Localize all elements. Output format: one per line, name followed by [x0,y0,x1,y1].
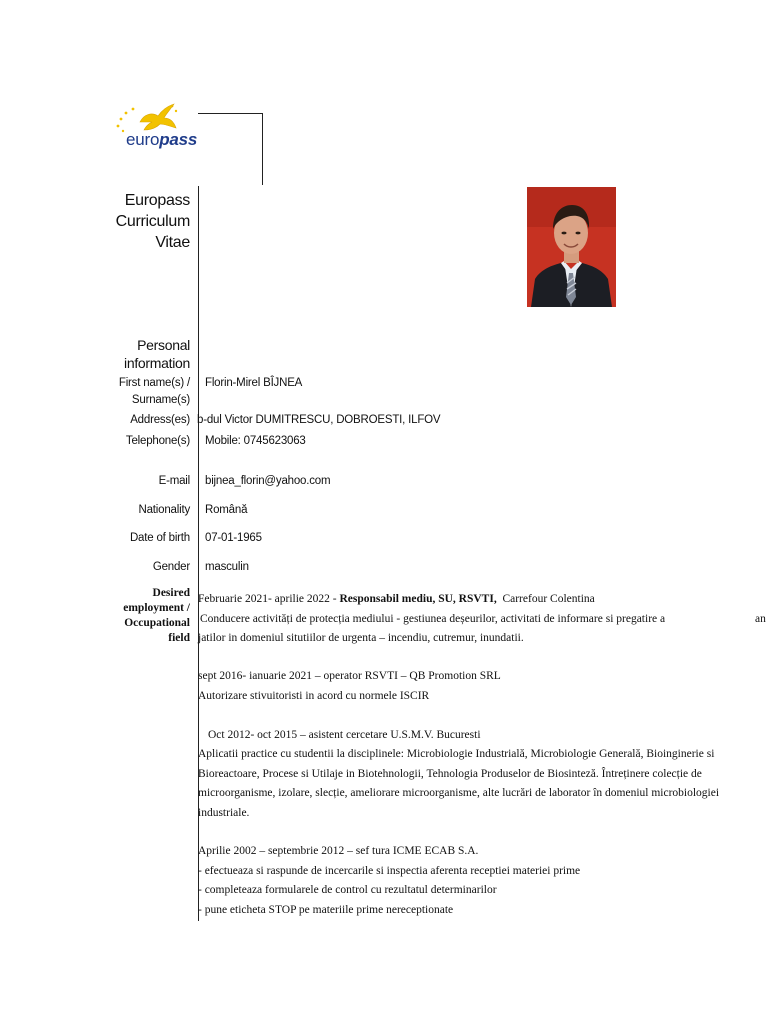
email-value: bijnea_florin@yahoo.com [205,475,331,487]
cv-title-line3: Vitae [155,234,190,251]
surname-label: Surname(s) [131,394,190,406]
telephone-label: Telephone(s) [125,435,190,447]
europass-wordmark [126,130,197,150]
date-of-birth-value: 07-01-1965 [205,532,262,544]
email-label: E-mail [158,475,190,487]
profile-photo [527,187,616,307]
desired-line3: Occupational [124,617,190,629]
job4-bullet1: - efectueaza si raspunde de incercarile si inspectia aferenta receptiei materiei prime [198,865,581,877]
job3-description-line3: microorganisme, izolare, slecție, ameliorare microorganisme, alte lucrări de laborator în domeniul microbiologiei [198,787,720,799]
job1-description-line1: Conducere activități de protecția mediului - gestiunea deșeurilor, activitati de informare si pregatire a [200,613,666,625]
nationality-value: Română [205,504,248,516]
job3-title: Oct 2012- oct 2015 – asistent cercetare U.S.M.V. Bucuresti [208,729,481,741]
first-name-label: First name(s) / [118,377,190,389]
full-name-value: Florin-Mirel BÎJNEA [205,377,303,389]
job3-description-line4: industriale. [198,807,250,819]
top-vertical-divider [262,113,263,185]
job1-header [198,592,595,607]
job4-title: Aprilie 2002 – septembrie 2012 – sef tura ICME ECAB S.A. [198,845,479,857]
job3-description-line1: Aplicatii practice cu studentii la disciplinele: Microbiologie Industrială, Microbiologie Generală, Bioinginerie si [198,748,715,760]
top-divider [198,113,263,114]
job2-title: sept 2016- ianuarie 2021 – operator RSVTI – QB Promotion SRL [198,670,501,682]
gender-value: masculin [205,561,249,573]
personal-heading-line2: information [124,355,190,371]
cv-title-line2: Curriculum [115,213,190,230]
address-value: b-dul Victor DUMITRESCU, DOBROESTI, ILFOV [197,414,441,426]
desired-line1: Desired [152,587,190,599]
job1-company: Carrefour Colentina [502,593,595,605]
person-portrait-icon [527,187,616,307]
desired-line2: employment / [123,602,190,614]
job1-role: Responsabil mediu, SU, RSVTI, [339,593,497,605]
job1-period: Februarie 2021- aprilie 2022 - [198,593,340,605]
job2-description: Autorizare stivuitoristi in acord cu normele ISCIR [198,690,430,702]
europass-logo [112,100,208,158]
job4-bullet2: - completeaza formularele de control cu rezultatul determinarilor [198,884,497,896]
personal-heading-line1: Personal [137,337,190,353]
cv-title-line1: Europass [124,192,190,209]
job3-description-line2: Bioreactoare, Procese si Utilaje in Biotehnologii, Tehnologia Produselor de Biosinteză. Întreținere colecție de [198,768,702,780]
job1-description-line2: jatilor in domeniul situtiilor de urgenta – incendiu, cutremur, inundatii. [198,632,524,644]
nationality-label: Nationality [138,504,190,516]
job1-description-line1-tail: an [755,613,766,625]
personal-info-heading [90,336,190,372]
gender-label: Gender [152,561,190,573]
date-of-birth-label: Date of birth [129,532,190,544]
logo-suffix: pass [159,130,198,149]
cv-title [90,190,190,253]
telephone-value: Mobile: 0745623063 [205,435,306,447]
desired-employment-label [100,586,190,646]
desired-line4: field [168,632,190,644]
address-label: Address(es) [130,414,190,426]
job4-bullet3: - pune eticheta STOP pe materiile prime nereceptionate [198,904,454,916]
logo-prefix: euro [126,130,160,149]
